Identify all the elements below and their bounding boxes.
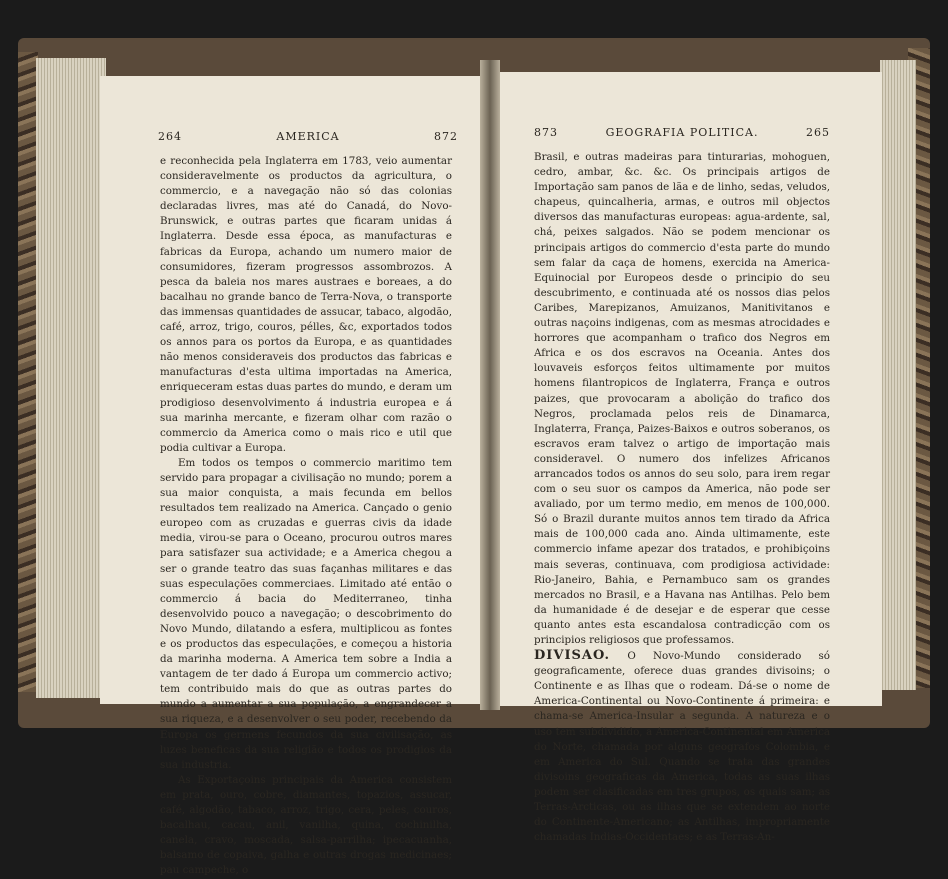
- left-page: [100, 76, 488, 877]
- left-page-header: [158, 130, 458, 144]
- paragraph: Em todos os tempos o commercio maritimo tem servido para propagar a civilisação no mundo; porem a sua maior conquista, a mais fecunda em bellos resultados tem realizado na America. Cançado o genio europeo com as cruzadas e guerras civis da idade media, virou-se para o Oceano, procurou outros mares para satisfazer sua actividade; e a America chegou a ser o grande teatro das suas façanhas militares e das suas especulações commerciaes. Limitado até então o commercio á bacia do Mediterraneo, tinha desenvolvido pouco a navegação; o descobrimento do Novo Mundo, dilatando a esfera, multiplicou as fontes e os productos das especulações, e começou a historia da marinha moderna. A America tem sobre a India a vantagem de ter dado á Europa um commercio activo; tem contribuido mais do que as outras partes do mundo a aumentar a sua população, a engrandecer a sua riqueza, e a desenvolver o seu poder, recebendo da Europa os germens fecundos da sua civilisação, as luzes beneficas da sua religião e todos os prodigios da sua industria.: [160, 456, 452, 771]
- book-gutter: [480, 60, 500, 710]
- right-page: [490, 72, 882, 844]
- right-section-number: 873: [534, 126, 558, 139]
- paragraph: Brasil, e outras madeiras para tinturarias, mohoguen, cedro, ambar, &c. &c. Os principais artigos de Importação sam panos de lãa e de linho, sedas, veludos, chapeus, quincalheria, armas, e outros mil objectos diversos das manufacturas europeas: agua-ardente, sal, chá, peixes salgados. Não se podem mencionar os principais artigos do commercio d'esta parte do mundo sem falar da caça de homens, exercida na America-Equinocial por Europeos desde o principio do seu descubrimento, e continuada até os nossos dias pelos Caribes, Marepizanos, Amuizanos, Manitivitanos e outras naçoins indigenas, com as mesmas atrocidades e horrores que acompanham o trafico dos Negros em Africa e os dos escravos na Oceania. Antes dos louvaveis esforços feitos ultimamente por muitos homens filantropicos de Inglaterra, França e outros paizes, que provocaram a abolição do trafico dos Negros, proclamada pelos reis de Dinamarca, Inglaterra, França, Paizes-Baixos e outros soberanos, os escravos eram talvez o artigo de importação mais consideravel. O numero dos infelizes Africanos arrancados todos os annos do seu solo, para irem regar com o seu suor os campos da America, não pode ser avaliado, por um termo medio, em menos de 100,000. Só o Brazil durante muitos annos tem tirado da Africa mais de 100,000 cada ano. Ainda ultimamente, este commercio infame apezar dos tratados, e prohibiçoins mais severas, continuava, com prodigiosa actividade: Rio-Janeiro, Bahia, e Pernambuco sam os grandes mercados no Brasil, e a Havana nas Antilhas. Pelo bem da humanidade é de desejar e de esperar que cesse quanto antes esta escandalosa contradicção com os principios religiosos que professamos.: [534, 151, 830, 646]
- section-text: O Novo-Mundo considerado só geograficamente, oferece duas grandes divisoins; o Continente e as Ilhas que o rodeam. Dá-se o nome de America-Continental ou Novo-Continente á primeira: e chama-se America-Insular a segunda. A natureza e o uso tem subdividido, a America-Continental em America do Norte, chamada por alguns geografos Colombia, e em America do Sul. Quando se trata das grandes divisoins geograficas da America, todas as suas ilhas podem ser clasificadas em tres grupos, os quais sam; as Terras-Arcticas, ou as ilhas que se extendem ao norte do Continente-Americano; as Antilhas, impropriamente chamadas Indias-Occidentaes; e as Terras-An-: [534, 650, 830, 844]
- left-page-edges: [36, 58, 106, 698]
- paragraph: As Exportaçoins principais da America consistem em prata, ouro, cobre, diamantes, topazios, assucar, café, algodão, tabaco, arroz, trigo, cera, peles, couros, bacalhau, cacau, anil, vanilha, quina, cochinilha, canela, cravo, moscada, salsa-parrilha; ipecacuanha, balsamo de copaiva, galha e outras drogas medicinaes; pau campeche, o: [160, 773, 452, 877]
- paragraph: e reconhecida pela Inglaterra em 1783, veio aumentar consideravelmente os productos da agricultura, o commercio, e a navegação não só das colonias declaradas livres, mas até do Canadá, do Novo-Brunswick, e outras partes que ficaram unidas á Inglaterra. Desde essa época, as manufacturas e fabricas da Europa, achando um numero maior de consumidores, fizeram progressos assombrozos. A pesca da baleia nos mares austraes e boreaes, a do bacalhau no grande banco de Terra-Nova, o transporte das immensas quantidades de assucar, tabaco, algodão, café, arroz, trigo, couros, pélles, &c, exportados todos os annos para os portos da Europa, e as quantidades não menos consideraveis dos productos das fabricas e manufacturas d'esta ultima importadas na America, enriqueceram estas duas partes do mundo, e deram um prodigioso desenvolvimento á industria europea e á sua marinha mercante, e fizeram olhar com razão o commercio da America como o mais rico e util que podia cultivar a Europa.: [160, 155, 452, 454]
- left-running-title: AMERICA: [276, 130, 340, 143]
- right-page-header: [534, 126, 830, 140]
- left-section-number: 872: [434, 130, 458, 143]
- left-page-text: [160, 154, 452, 879]
- section-heading: DIVISAO.: [534, 648, 611, 664]
- right-running-title: GEOGRAFIA POLITICA.: [605, 126, 759, 139]
- left-page-number: 264: [158, 130, 182, 143]
- right-page-text: [534, 150, 830, 845]
- left-cover-edge: [18, 52, 38, 692]
- right-page-edges: [880, 60, 916, 690]
- division-paragraph: [534, 648, 830, 845]
- right-page-number: 265: [806, 126, 830, 139]
